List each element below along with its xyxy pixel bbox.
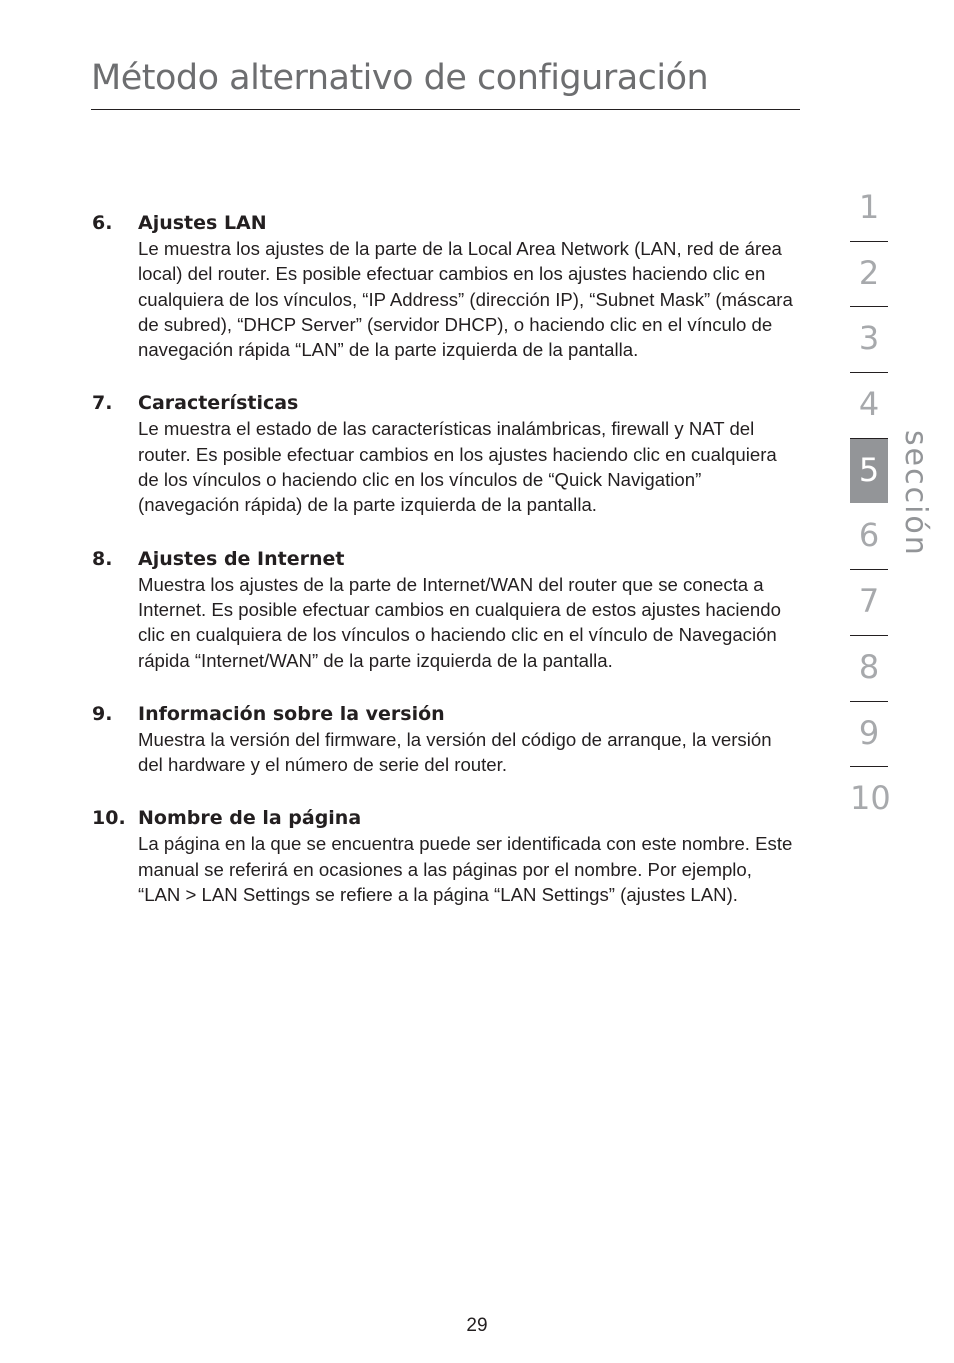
item-title: Ajustes de Internet	[138, 547, 345, 570]
section-tab-9: 9	[850, 702, 888, 768]
content	[92, 210, 797, 935]
item-heading	[92, 701, 797, 727]
item-number: 10.	[92, 807, 126, 830]
section-tab-1: 1	[850, 176, 888, 242]
item-body: La página en la que se encuentra puede ser identificada con este nombre. Este manual se referirá en ocasiones a las páginas por el nombre. Por ejemplo, “LAN > LAN Settings se refiere a la página “LAN Settings” (ajustes LAN).	[138, 833, 793, 906]
item-number: 9.	[92, 702, 113, 725]
item-body: Muestra los ajustes de la parte de Internet/WAN del router que se conecta a Internet. Es posible efectuar cambios en cualquiera de estos ajustes haciendo clic en cualquiera de los vínculos o haciendo clic en el vínculo de Navegación rápida “Internet/WAN” de la parte izquierda de la pantalla.	[138, 573, 781, 671]
item-heading	[92, 210, 797, 236]
list-item	[92, 546, 797, 673]
section-tabs	[850, 176, 891, 833]
page-title: Método alternativo de configuración	[91, 58, 709, 98]
list-item	[92, 210, 797, 362]
section-tab-3: 3	[850, 307, 888, 373]
section-label: sección	[898, 430, 933, 557]
list-item	[92, 805, 797, 907]
section-tab-8: 8	[850, 636, 888, 702]
section-tab-5-active: 5	[850, 439, 888, 505]
item-title: Ajustes LAN	[138, 212, 267, 234]
list-item	[92, 390, 797, 517]
title-rule	[91, 109, 800, 110]
item-number: 6.	[92, 212, 113, 234]
section-tab-4: 4	[850, 373, 888, 439]
item-body: Le muestra los ajustes de la parte de la Local Area Network (LAN, red de área local) del router. Es posible efectuar cambios en los ajustes haciendo clic en cualquiera de los vínculos, “IP Address” (dirección IP), “Subnet Mask” (máscara de subred), “DHCP Server” (servidor DHCP), o haciendo clic en el vínculo de navegación rápida “LAN” de la parte izquierda de la pantalla.	[138, 238, 793, 361]
item-heading	[92, 805, 797, 831]
item-number: 7.	[92, 392, 113, 415]
item-body: Le muestra el estado de las características inalámbricas, firewall y NAT del router. Es posible efectuar cambios en los ajustes haciendo clic en cualquiera de los vínculos o haciendo clic en los vínculos de “Quick Navigation” (navegación rápida) de la parte izquierda de la pantalla.	[138, 418, 777, 516]
item-heading	[92, 546, 797, 572]
section-tab-7: 7	[850, 570, 888, 636]
section-tab-2: 2	[850, 242, 888, 308]
item-body: Muestra la versión del firmware, la versión del código de arranque, la versión del hardware y el número de serie del router.	[138, 728, 772, 776]
item-title: Nombre de la página	[138, 807, 362, 830]
item-title: Información sobre la versión	[138, 702, 445, 725]
section-tab-6: 6	[850, 504, 888, 570]
page-number: 29	[466, 1315, 488, 1336]
section-tab-10: 10	[850, 779, 891, 818]
item-title: Características	[138, 392, 299, 415]
item-heading	[92, 390, 797, 416]
item-number: 8.	[92, 547, 113, 570]
list-item	[92, 701, 797, 778]
